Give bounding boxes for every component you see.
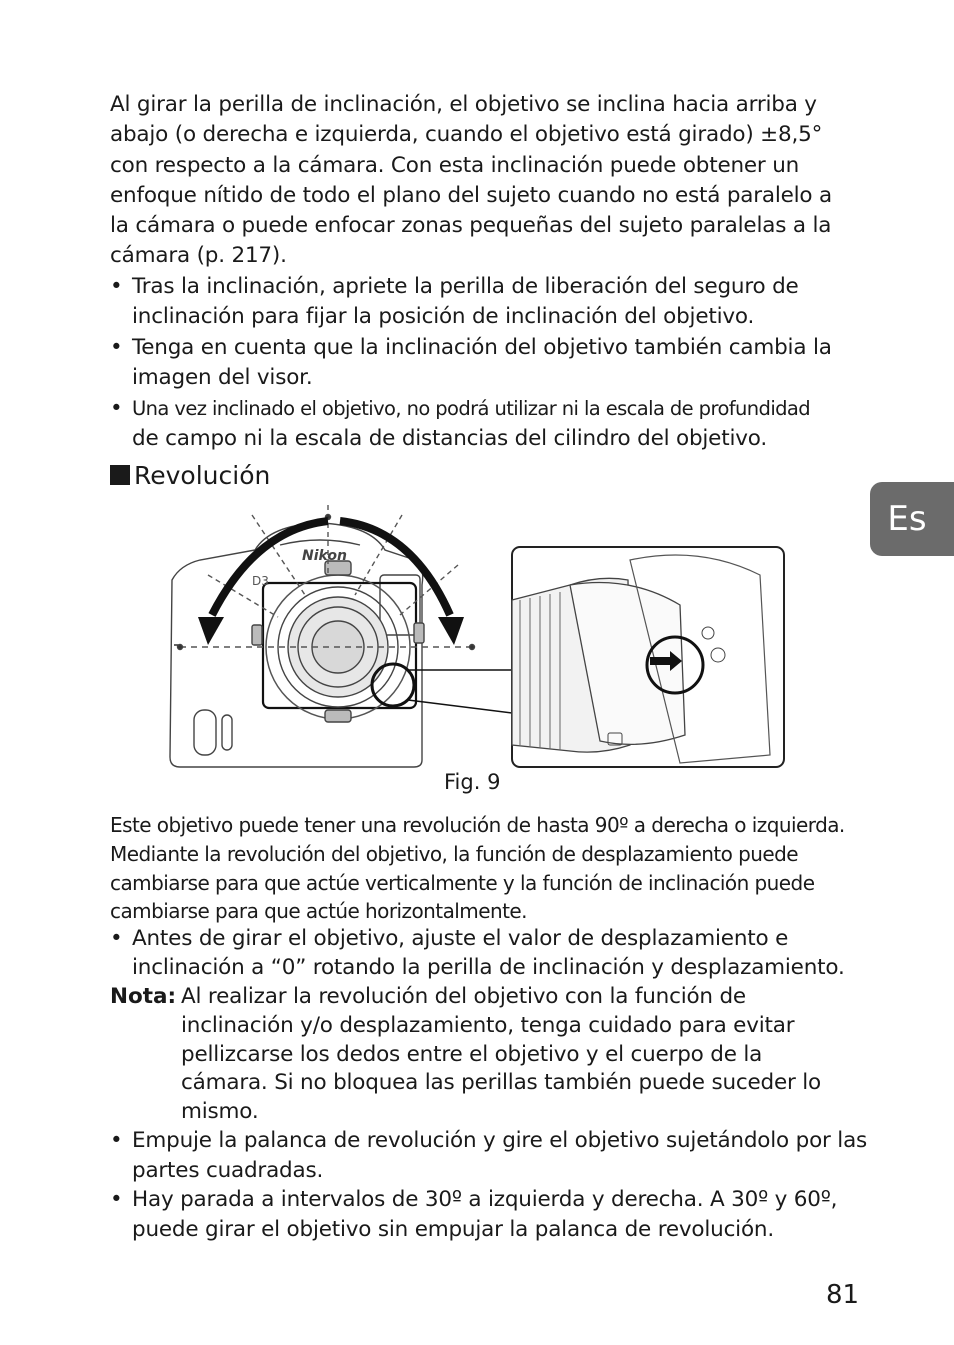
arrow-left-head — [198, 617, 224, 645]
figure-caption: Fig. 9 — [444, 770, 501, 794]
bullet-dot: • — [110, 926, 123, 951]
bullet-text: Antes de girar el objetivo, ajuste el valor de desplazamiento e inclinación a “0” rotando la perilla de inclinación y desplazamiento. — [132, 926, 845, 980]
bullet-text: Tras la inclinación, apriete la perilla de liberación del seguro de inclinación para fijar la posición de inclinación del objetivo. — [132, 274, 799, 330]
bullet-dot: • — [110, 274, 123, 299]
bullet-text: Hay parada a intervalos de 30º a izquierda y derecha. A 30º y 60º, puede girar el objetivo sin empujar la palanca de revolución. — [132, 1187, 838, 1242]
section-heading — [110, 461, 270, 490]
bullet-zero-settings — [110, 925, 872, 983]
heading-text: Revolución — [134, 461, 271, 490]
camera-badge: Nikon — [302, 548, 347, 564]
bullet-dot: • — [110, 1128, 123, 1153]
bullet-dot: • — [110, 335, 123, 360]
revolution-figure — [160, 505, 790, 775]
bullet-text-line2: de campo ni la escala de distancias del cilindro del objetivo. — [132, 426, 767, 452]
bullet-text: Empuje la palanca de revolución y gire el objetivo sujetándolo por las partes cuadradas. — [132, 1128, 868, 1183]
language-tab — [870, 482, 954, 556]
bullet-viewfinder — [110, 333, 872, 394]
model-badge: D3 — [252, 574, 269, 588]
bullet-stops — [110, 1185, 872, 1244]
revolution-paragraph: Este objetivo puede tener una revolución de hasta 90º a derecha o izquierda. Mediante la revolución del objetivo, la función de desplazamiento puede cambiarse para que actúe verticalmente y la función de inclinación puede cambiarse para que actúe horizontalmente. — [110, 813, 845, 924]
arrow-right-head — [438, 617, 464, 645]
note-text: Al realizar la revolución del objetivo con la función de inclinación y/o desplazamiento, tenga cuidado para evitar pellizcarse los dedos entre el objetivo y el cuerpo de la cámara. Si no bloquea las perillas también puede suceder lo mismo. — [181, 984, 822, 1125]
bullet-text: Tenga en cuenta que la inclinación del objetivo también cambia la imagen del visor. — [132, 335, 832, 391]
bullet-dot: • — [110, 396, 123, 421]
bullet-dot: • — [110, 1187, 123, 1212]
camera-front-illustration — [170, 505, 512, 767]
page-number: 81 — [826, 1280, 860, 1310]
note-label: Nota: — [110, 984, 177, 1009]
language-tab-label: Es — [887, 499, 927, 539]
intro-paragraph: Al girar la perilla de inclinación, el objetivo se inclina hacia arriba y abajo (o derecha e izquierda, cuando el objetivo está girado) ±8,5° con respecto a la cámara. Con esta inclinación puede obtener un enfoque nítido de todo el plano del sujeto cuando no está paralelo a la cámara o puede enfocar zonas pequeñas del sujeto paralelas a la cámara (p. 217). — [110, 92, 832, 269]
bullet-push-lever — [110, 1126, 872, 1185]
square-bullet-icon — [110, 465, 130, 485]
bullet-scales — [110, 394, 872, 455]
lens-detail-inset — [512, 547, 784, 767]
bullet-tilt-lock — [110, 272, 872, 333]
bullet-text-line1: Una vez inclinado el objetivo, no podrá utilizar ni la escala de profundidad — [132, 397, 811, 420]
